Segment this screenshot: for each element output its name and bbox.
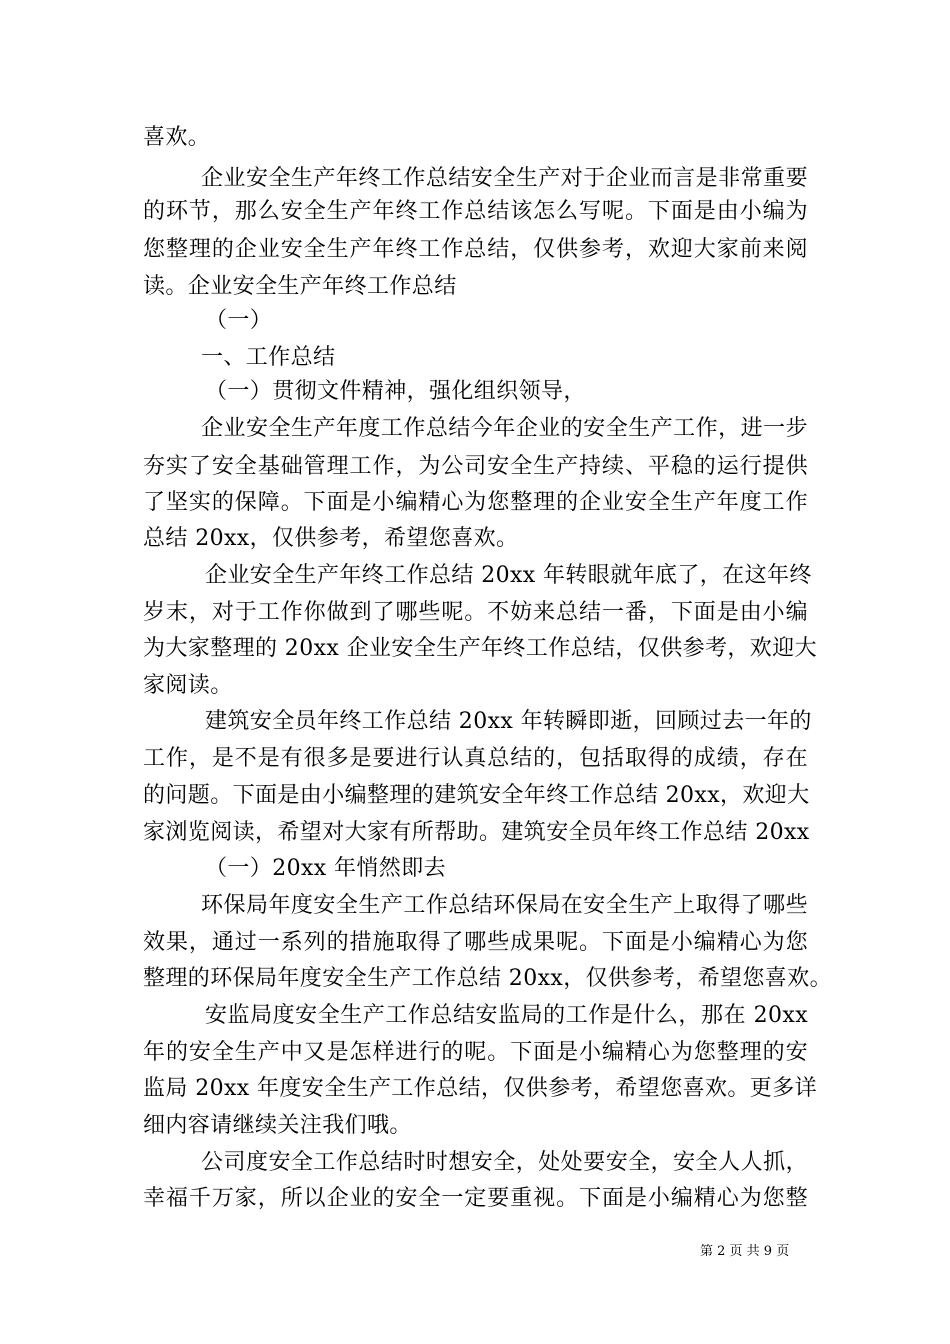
text-line: 读。企业安全生产年终工作总结 [143,274,457,299]
text-line: 岁末，对于工作你做到了哪些呢。不妨来总结一番，下面是由小编 [143,600,808,625]
text-line: 环保局年度安全生产工作总结环保局在安全生产上取得了哪些 [201,893,808,918]
text-line: 夯实了安全基础管理工作，为公司安全生产持续、平稳的运行提供 [143,454,808,479]
text-line: 一、工作总结 [201,345,336,370]
text-line: 效果，通过一系列的措施取得了哪些成果呢。下面是小编精心为您 [143,930,808,955]
text-line: 喜欢。 [143,125,211,150]
text-line: 的问题。下面是由小编整理的建筑安全年终工作总结 20xx，欢迎大 [143,783,810,808]
text-line: 了坚实的保障。下面是小编精心为您整理的企业安全生产年度工作 [143,490,808,515]
text-line: 家阅读。 [143,673,233,698]
text-line: 安监局度安全生产工作总结安监局的工作是什么，那在 20xx [205,1003,808,1028]
text-line: （一） [205,308,273,333]
text-line: 幸福千万家，所以企业的安全一定要重视。下面是小编精心为您整 [143,1186,808,1211]
text-line: 建筑安全员年终工作总结 20xx 年转瞬即逝，回顾过去一年的 [205,709,812,734]
text-line: （一）20xx 年悄然即去 [205,856,447,881]
text-line: 家浏览阅读，希望对大家有所帮助。建筑安全员年终工作总结 20xx [143,820,810,845]
text-line: 企业安全生产年终工作总结 20xx 年转眼就年底了，在这年终 [205,563,812,588]
text-line: 年的安全生产中又是怎样进行的呢。下面是小编精心为您整理的安 [143,1040,808,1065]
text-line: 企业安全生产年度工作总结今年企业的安全生产工作，进一步 [201,416,808,441]
text-line: （一）贯彻文件精神，强化组织领导， [205,379,586,404]
text-line: 总结 20xx，仅供参考，希望您喜欢。 [143,526,519,551]
text-line: 为大家整理的 20xx 企业安全生产年终工作总结，仅供参考，欢迎大 [143,636,817,661]
text-line: 整理的环保局年度安全生产工作总结 20xx，仅供参考，希望您喜欢。 [143,966,833,991]
text-line: 监局 20xx 年度安全生产工作总结，仅供参考，希望您喜欢。更多详 [143,1076,817,1101]
page-number: 第 2 页 共 9 页 [700,1244,790,1259]
text-line: 的环节，那么安全生产年终工作总结该怎么写呢。下面是由小编为 [143,199,808,224]
text-line: 细内容请继续关注我们哦。 [143,1113,412,1138]
text-line: 您整理的企业安全生产年终工作总结，仅供参考，欢迎大家前来阅 [143,237,808,262]
text-line: 工作，是不是有很多是要进行认真总结的，包括取得的成绩，存在 [143,746,808,771]
text-line: 公司度安全工作总结时时想安全，处处要安全，安全人人抓， [201,1150,808,1175]
text-line: 企业安全生产年终工作总结安全生产对于企业而言是非常重要 [201,166,808,191]
